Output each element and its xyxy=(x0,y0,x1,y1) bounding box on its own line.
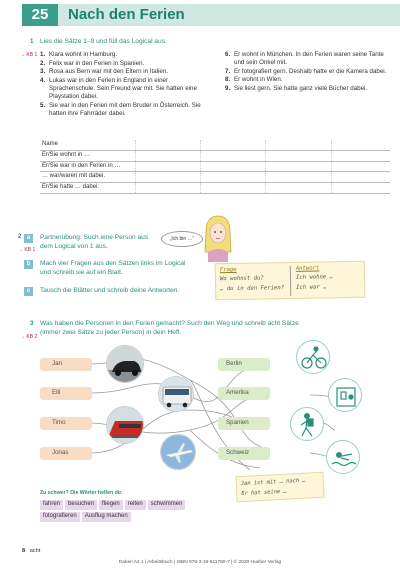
name-pill-jonas: Jonas xyxy=(40,447,92,460)
sentence: 8. Er wohnt in Wien. xyxy=(225,76,283,84)
help-words-row2 xyxy=(40,512,240,522)
badge-b: b xyxy=(24,260,33,269)
name-pill-elli: Elli xyxy=(40,387,92,400)
chapter-title: Nach den Ferien xyxy=(58,4,400,26)
word-chip: reiten xyxy=(125,500,146,510)
sentence: 5. Sie war in den Ferien mit dem Bruder in Österreich. Sie hatten ihre Fahrräder dabei. xyxy=(40,101,201,117)
place-pill-schweiz: Schweiz xyxy=(218,447,270,460)
table-row: … war/waren mit dabei. xyxy=(40,172,390,183)
question-answer-card: Frage Wo wohnst du? … du in den Ferien? Antwort Ich wohne … Ich war … xyxy=(215,261,366,301)
place-pill-berlin: Berlin xyxy=(218,358,270,371)
table-row: Name xyxy=(40,140,390,150)
hiking-icon xyxy=(290,407,324,441)
word-chip: fahren xyxy=(40,500,63,510)
sentences-left xyxy=(40,51,215,118)
speech-bubble: „Ich bin …“ xyxy=(161,231,203,247)
swimming-icon xyxy=(326,440,360,474)
chapter-header xyxy=(0,0,400,31)
sentence: 9. Sie liest gern. Sie hatte ganz viele Bücher dabei. xyxy=(225,85,368,93)
exercise-1-ref: → KB 1 xyxy=(20,52,38,58)
word-chip: schwimmen xyxy=(148,500,186,510)
train-photo xyxy=(106,406,144,444)
word-chip: Ausflug machen xyxy=(82,512,131,522)
chapter-number: 25 xyxy=(22,4,58,26)
exercise-3-ref: → KB 2 xyxy=(20,334,38,340)
exercise-2-number: 2 xyxy=(18,233,22,240)
sentence: 4. Lukas war in den Ferien in England in einer Sprachenschule. Sein Freund war mit. Sie hatten eine Playstation dabei. xyxy=(40,76,197,101)
sentence: 3. Rosa aus Bern war mit den Eltern in Italien. xyxy=(40,68,168,76)
plane-photo xyxy=(160,434,196,470)
word-chip: fotografieren xyxy=(40,512,80,522)
logical-table xyxy=(40,140,390,194)
exercise-2c-text: Tausch die Blätter und schreib deine Antworten. xyxy=(40,287,180,294)
place-pill-amerika: Amerika xyxy=(218,387,270,400)
car-photo xyxy=(106,345,144,383)
word-chip: besuchen xyxy=(65,500,97,510)
exercise-2b-text: Mach vier Fragen aus den Sätzen links im Logical und schreib sie auf ein Blatt. xyxy=(40,260,186,276)
help-title: Zu schwer? Die Wörter helfen dir. xyxy=(40,490,123,496)
page-number: 8 xyxy=(22,548,26,554)
name-pill-timo: Timo xyxy=(40,417,92,430)
word-chip: fliegen xyxy=(99,500,123,510)
sentence: 1. Klara wohnt in Hamburg. xyxy=(40,51,118,58)
handwriting-note: Jan ist mit … nach … Er hat seine … xyxy=(235,472,324,503)
sentence: 2. Felix war in den Ferien in Spanien. xyxy=(40,59,145,67)
exercise-3-instruction: Was haben die Personen in den Ferien gemacht? Such den Weg und schreib acht Sätze (immer zwei Sätze zu jeder Person) in dein Heft. xyxy=(40,320,299,336)
table-row: Er/Sie hatte … dabei. xyxy=(40,183,390,194)
credit-line: Dabei! A2.1 | Arbeitsbuch | ISBN 978-3-19-511780-7 | © 2020 Hueber Verlag xyxy=(118,560,282,565)
bus-photo xyxy=(158,376,194,412)
museum-icon xyxy=(328,378,362,412)
cycling-icon xyxy=(296,340,330,374)
place-pill-spanien: Spanien xyxy=(218,417,270,430)
exercise-1-number: 1 xyxy=(30,38,34,45)
page-footer xyxy=(22,548,40,555)
girl-illustration xyxy=(200,212,236,262)
page-word: acht xyxy=(29,548,41,554)
sentence: 6. Er wohnt in München. In den Ferien waren seine Tante und sein Onkel mit. xyxy=(225,51,384,67)
table-row: Er/Sie wohnt in … xyxy=(40,150,390,161)
exercise-3-number: 3 xyxy=(30,320,34,327)
sentences-right xyxy=(225,51,390,94)
table-row: Er/Sie war in den Ferien in … xyxy=(40,161,390,172)
exercise-2a-text: Partnerübung: Such eine Person aus dem Logical von 1 aus. xyxy=(40,234,149,250)
badge-c: c xyxy=(24,287,33,296)
sentence: 7. Er fotografiert gern. Deshalb hatte er die Kamera dabei. xyxy=(225,67,387,75)
exercise-2-ref: → KB 1 xyxy=(18,247,36,253)
help-words xyxy=(40,500,240,510)
name-pill-jan: Jan xyxy=(40,358,92,371)
exercise-1-instruction: Lies die Sätze 1–9 und füll das Logical aus. xyxy=(40,38,167,45)
badge-a: a xyxy=(24,234,33,243)
